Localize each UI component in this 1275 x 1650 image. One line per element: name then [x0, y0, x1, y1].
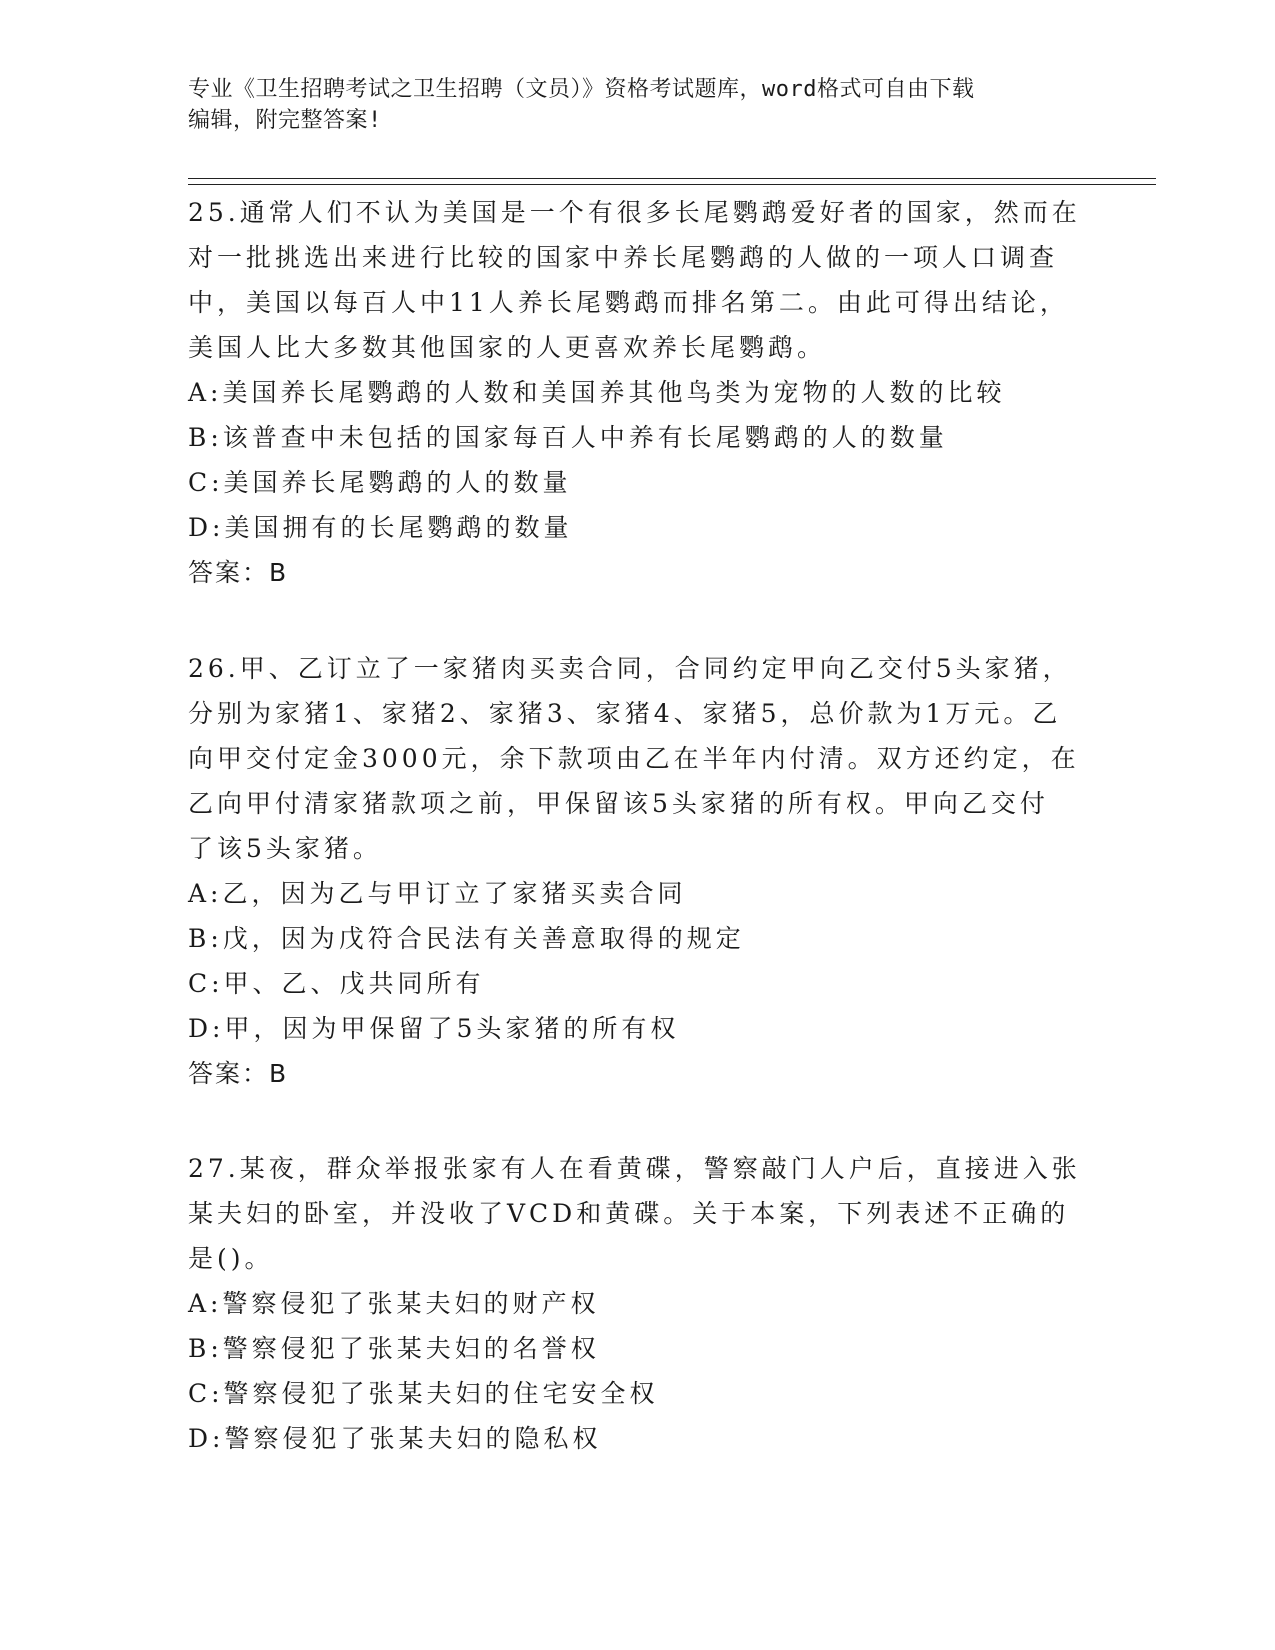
option-d: D:甲，因为甲保留了5头家猪的所有权	[188, 1014, 680, 1043]
stem-line: 向甲交付定金3000元，余下款项由乙在半年内付清。双方还约定，在	[188, 744, 1080, 773]
stem-line: 26.甲、乙订立了一家猪肉买卖合同，合同约定甲向乙交付5头家猪，	[188, 654, 1072, 683]
answer-text: 答案：B	[188, 1059, 289, 1088]
stem-line: 对一批挑选出来进行比较的国家中养长尾鹦鹉的人做的一项人口调查	[188, 243, 1059, 272]
document-header	[188, 74, 1088, 136]
stem-line: 是()。	[188, 1244, 274, 1273]
option-a: A:乙，因为乙与甲订立了家猪买卖合同	[188, 879, 687, 908]
question-stem	[188, 1146, 1088, 1281]
question-stem	[188, 190, 1088, 370]
option-c: C:甲、乙、戊共同所有	[188, 969, 485, 998]
option-d: D:警察侵犯了张某夫妇的隐私权	[188, 1424, 602, 1453]
option-c: C:美国养长尾鹦鹉的人的数量	[188, 468, 572, 497]
stem-line: 27.某夜，群众举报张家有人在看黄碟，警察敲门人户后，直接进入张	[188, 1154, 1081, 1183]
option-a: A:美国养长尾鹦鹉的人数和美国养其他鸟类为宠物的人数的比较	[188, 378, 1006, 407]
stem-line: 分别为家猪1、家猪2、家猪3、家猪4、家猪5，总价款为1万元。乙	[188, 699, 1062, 728]
header-line-1: 专业《卫生招聘考试之卫生招聘（文员）》资格考试题库，word格式可自由下载	[188, 77, 975, 102]
option-d: D:美国拥有的长尾鹦鹉的数量	[188, 513, 573, 542]
question-26	[188, 646, 1088, 1096]
stem-line: 了该5头家猪。	[188, 834, 382, 863]
option-b: B:警察侵犯了张某夫妇的名誉权	[188, 1334, 600, 1363]
stem-line: 某夫妇的卧室，并没收了VCD和黄碟。关于本案，下列表述不正确的	[188, 1199, 1070, 1228]
question-25	[188, 190, 1088, 595]
option-a: A:警察侵犯了张某夫妇的财产权	[188, 1289, 600, 1318]
stem-line: 乙向甲付清家猪款项之前，甲保留该5头家猪的所有权。甲向乙交付	[188, 789, 1049, 818]
option-c: C:警察侵犯了张某夫妇的住宅安全权	[188, 1379, 659, 1408]
answer-text: 答案：B	[188, 558, 289, 587]
header-divider	[188, 184, 1156, 185]
stem-line: 美国人比大多数其他国家的人更喜欢养长尾鹦鹉。	[188, 333, 827, 362]
option-b: B:戊，因为戊符合民法有关善意取得的规定	[188, 924, 745, 953]
stem-line: 25.通常人们不认为美国是一个有很多长尾鹦鹉爱好者的国家，然而在	[188, 198, 1081, 227]
stem-line: 中，美国以每百人中11人养长尾鹦鹉而排名第二。由此可得出结论，	[188, 288, 1069, 317]
header-line-2: 编辑，附完整答案!	[188, 108, 382, 133]
question-27	[188, 1146, 1088, 1461]
header-divider	[188, 178, 1156, 179]
option-b: B:该普查中未包括的国家每百人中养有长尾鹦鹉的人的数量	[188, 423, 948, 452]
question-stem	[188, 646, 1088, 871]
